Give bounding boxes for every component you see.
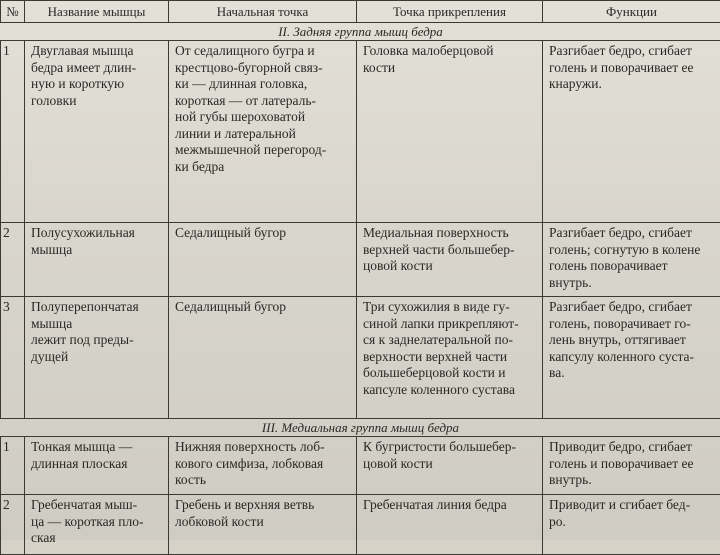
row-num: 3: [1, 297, 25, 419]
section-row-medial: [1, 419, 720, 437]
header-origin: Начальная точка: [169, 1, 357, 23]
row-name: Двуглавая мышца бедра имеет длин- ную и короткую головки: [25, 41, 169, 223]
row-name: Гребенчатая мыш- ца — короткая пло- ская: [25, 495, 169, 555]
header-num: №: [1, 1, 25, 23]
header-insertion: Точка прикрепления: [357, 1, 543, 23]
row-function: Приводит и сгибает бед- ро.: [543, 495, 720, 555]
header-function: Функции: [543, 1, 720, 23]
row-name: Полуперепончатая мышца лежит под преды- дущей: [25, 297, 169, 419]
table-row: [1, 297, 720, 419]
row-insertion: Головка малоберцовой кости: [357, 41, 543, 223]
row-num: 2: [1, 495, 25, 555]
row-origin: Нижняя поверхность лоб- кового симфиза, лобковая кость: [169, 437, 357, 495]
table-row: [1, 437, 720, 495]
table-row: [1, 41, 720, 223]
row-function: Приводит бедро, сгибает голень и поворачивает ее внутрь.: [543, 437, 720, 495]
row-name: Полусухожильная мышца: [25, 223, 169, 297]
row-insertion: К бугристости большебер- цовой кости: [357, 437, 543, 495]
table-header-row: [1, 1, 720, 23]
section-title-medial: III. Медиальная группа мышц бедра: [1, 419, 720, 437]
table-row: [1, 223, 720, 297]
row-origin: От седалищного бугра и крестцово-бугорной связ- ки — длинная головка, короткая — от латераль- ной губы шероховатой линии и латеральной межмышечной перегород- ки бедра: [169, 41, 357, 223]
row-function: Разгибает бедро, сгибает голень, поворачивает го- лень внутрь, оттягивает капсулу коленного суста- ва.: [543, 297, 720, 419]
row-insertion: Гребенчатая линия бедра: [357, 495, 543, 555]
row-function: Разгибает бедро, сгибает голень; согнутую в колене голень поворачивает внутрь.: [543, 223, 720, 297]
header-name: Название мышцы: [25, 1, 169, 23]
row-origin: Седалищный бугор: [169, 223, 357, 297]
table-row: [1, 495, 720, 555]
row-insertion: Три сухожилия в виде гу- синой лапки прикрепляют- ся к заднелатеральной по- верхности верхней части большеберцовой кости и капсуле коленного сустава: [357, 297, 543, 419]
row-name: Тонкая мышца — длинная плоская: [25, 437, 169, 495]
row-num: 1: [1, 41, 25, 223]
row-origin: Седалищный бугор: [169, 297, 357, 419]
row-num: 2: [1, 223, 25, 297]
row-origin: Гребень и верхняя ветвь лобковой кости: [169, 495, 357, 555]
row-function: Разгибает бедро, сгибает голень и поворачивает ее кнаружи.: [543, 41, 720, 223]
row-num: 1: [1, 437, 25, 495]
section-title-posterior: II. Задняя группа мышц бедра: [1, 23, 720, 41]
row-insertion: Медиальная поверхность верхней части большебер- цовой кости: [357, 223, 543, 297]
section-row-posterior: [1, 23, 720, 41]
